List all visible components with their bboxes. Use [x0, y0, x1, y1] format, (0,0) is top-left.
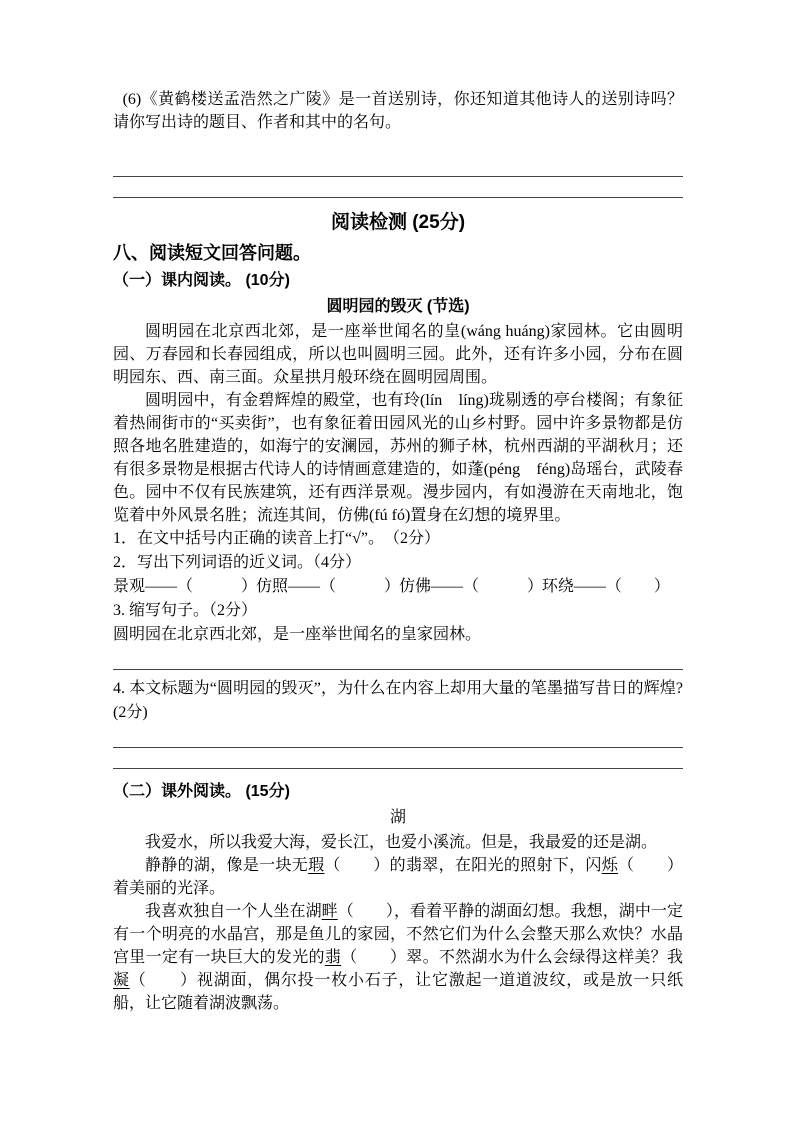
answer-line [113, 177, 683, 198]
synonym-item-jingguan: 景观——（ ） [113, 578, 258, 595]
question-6-answer-area [113, 156, 683, 198]
passage-1-paragraph-1: 圆明园在北京西北郊，是一座举世闻名的皇(wáng huáng)家园林。它由圆明园、万春园和长春园组成，所以也叫圆明三园。此外，还有许多小园，分布在圆明园东、西、南三面。众星拱月般环绕在圆明园周围。 [113, 323, 683, 386]
text-segment: （ ）着美丽的光泽。 [113, 857, 683, 897]
question-3-answer-area [113, 649, 683, 670]
question-2-synonym-row [113, 575, 683, 599]
pinyin-target-char: 凝 [113, 972, 130, 989]
passage-2-title: 湖 [389, 809, 406, 826]
pinyin-target-char: 畔 [321, 903, 338, 920]
question-4-text: 4. 本文标题为“圆明园的毁灭”，为什么在内容上却用大量的笔墨描写昔日的辉煌?(2分) [113, 680, 683, 721]
section-title-reading-test: 阅读检测 (25分) [330, 212, 466, 233]
passage-2-paragraph-3 [113, 900, 683, 1015]
text-segment: （ ），看着平静的湖面幻想。我想，湖中一定有一个明亮的水晶宫，那是鱼儿的家园，不然它们为什么会整天那么欢快？水晶宫里一定有一块巨大的发光的 [113, 903, 683, 966]
passage-2-paragraph-1: 我爱水，所以我爱大海，爱长江，也爱小溪流。但是，我最爱的还是湖。 [145, 834, 658, 851]
heading-part-2-out-of-class-reading: （二）课外阅读。 (15分) [113, 783, 290, 800]
question-1-text: 1．在文中括号内正确的读音上打“√”。 （2分） [113, 530, 440, 547]
passage-2-paragraph-2 [113, 854, 683, 900]
answer-line [113, 727, 683, 748]
spacer [113, 769, 683, 777]
answer-line [113, 748, 683, 769]
answer-line [113, 156, 683, 177]
text-segment: （ ）的翡翠，在阳光的照射下，闪 [324, 857, 602, 874]
passage-1-title: 圆明园的毁灭 (节选) [326, 298, 470, 315]
question-3-sentence: 圆明园在北京西北郊，是一座举世闻名的皇家园林。 [113, 626, 482, 643]
text-segment: （ ）视湖面，偶尔投一枚小石子，让它激起一道道波纹，或是放一只纸船，让它随着湖波飘荡。 [113, 972, 683, 1012]
synonym-item-huanrao: 环绕——（ ） [541, 578, 670, 595]
pinyin-target-char: 翡 [324, 949, 342, 966]
answer-line [113, 649, 683, 670]
spacer [113, 670, 683, 674]
heading-part-1-in-class-reading: （一）课内阅读。 (10分) [113, 272, 290, 289]
text-segment: 我喜欢独自一个人坐在湖 [145, 903, 322, 920]
text-segment: （ ）翠。不然湖水为什么会绿得这样美？我 [341, 949, 683, 966]
heading-section-8: 八、阅读短文回答问题。 [113, 243, 311, 263]
passage-1-paragraph-2: 圆明园中，有金碧辉煌的殿堂，也有玲(lín líng)珑剔透的亭台楼阁；有象征着热闹街市的“买卖街”，也有象征着田园风光的山乡村野。园中许多景物都是仿照各地名胜建造的，如海宁的安澜园，苏州的狮子林，杭州西湖的平湖秋月；还有很多景物是根据古代诗人的诗情画意建造的，如蓬(péng féng)岛瑶台，武陵春色。园中不仅有民族建筑，还有西洋景观。漫步园内，有如漫游在天南地北，饱览着中外风景名胜；流连其间，仿佛(fú fó)置身在幻想的境界里。 [113, 392, 683, 524]
question-6-text: (6)《黄鹤楼送孟浩然之广陵》是一首送别诗，你还知道其他诗人的送别诗吗？请你写出诗的题目、作者和其中的名句。 [113, 91, 683, 131]
synonym-item-fangzhao: 仿照——（ ） [255, 578, 400, 595]
question-3-text: 3. 缩写句子。（2分） [113, 602, 258, 619]
synonym-item-fangfu: 仿佛——（ ） [398, 578, 543, 595]
question-2-text: 2．写出下列词语的近义词。（4分） [113, 554, 362, 571]
text-segment: 静静的湖，像是一块无 [145, 857, 309, 874]
pinyin-target-char: 烁 [601, 857, 619, 874]
question-4-answer-area [113, 727, 683, 769]
pinyin-target-char: 瑕 [308, 857, 325, 874]
